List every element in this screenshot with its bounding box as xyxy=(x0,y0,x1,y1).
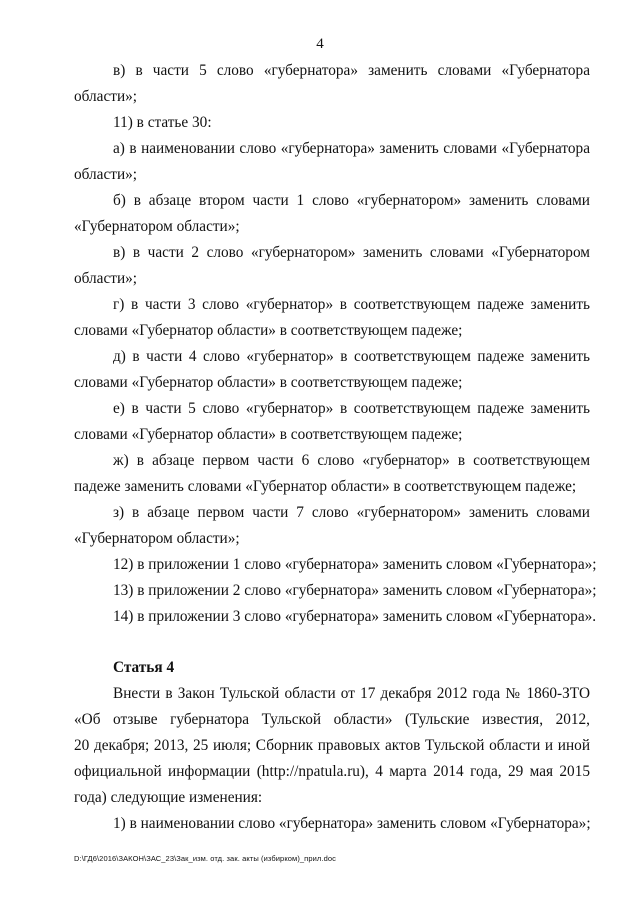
text-line: г) в части 3 слово «губернатор» в соответствующем падеже заменить xyxy=(113,296,590,313)
text-line: а) в наименовании слово «губернатора» заменить словами «Губернатора xyxy=(113,140,590,157)
text-line: 12) в приложении 1 слово «губернатора» заменить словом «Губернатора»; xyxy=(113,556,597,573)
text-line: 14) в приложении 3 слово «губернатора» заменить словом «Губернатора». xyxy=(113,608,597,625)
page-number: 4 xyxy=(316,36,324,52)
text-line: 1) в наименовании слово «губернатора» заменить словом «Губернатора»; xyxy=(113,815,591,832)
text-line: «Губернатором области»; xyxy=(74,218,240,235)
text-line: области»; xyxy=(74,166,138,183)
file-path-footer: D:\ГД6\2016\ЗАКОН\ЗАС_23\Зак_изм. отд. зак. акты (избирком)_прил.doc xyxy=(74,854,336,863)
text-line: д) в части 4 слово «губернатор» в соответствующем падеже заменить xyxy=(113,348,590,365)
text-line: Внести в Закон Тульской области от 17 декабря 2012 года № 1860-ЗТО xyxy=(113,685,590,702)
text-line: в) в части 2 слово «губернатором» заменить словами «Губернатором xyxy=(113,244,590,261)
text-line: «Об отзыве губернатора Тульской области» (Тульские известия, 2012, xyxy=(74,711,590,728)
text-line: в) в части 5 слово «губернатора» заменить словами «Губернатора xyxy=(113,62,590,79)
text-line: 20 декабря; 2013, 25 июля; Сборник правовых актов Тульской области и иной xyxy=(74,737,590,754)
text-line: словами «Губернатор области» в соответствующем падеже; xyxy=(74,374,463,391)
text-line: б) в абзаце втором части 1 слово «губернатором» заменить словами xyxy=(113,192,590,209)
text-line: области»; xyxy=(74,88,138,105)
text-line: ж) в абзаце первом части 6 слово «губернатор» в соответствующем xyxy=(113,452,590,469)
text-line: з) в абзаце первом части 7 слово «губернатором» заменить словами xyxy=(113,504,590,521)
text-line: области»; xyxy=(74,270,138,287)
text-line: 11) в статье 30: xyxy=(113,114,212,131)
text-line: е) в части 5 слово «губернатор» в соответствующем падеже заменить xyxy=(113,400,590,417)
text-line: словами «Губернатор области» в соответствующем падеже; xyxy=(74,426,463,443)
text-line: года) следующие изменения: xyxy=(74,789,263,806)
article-heading: Статья 4 xyxy=(113,659,175,676)
text-line: «Губернатором области»; xyxy=(74,530,240,547)
text-line: падеже заменить словами «Губернатор области» в соответствующем падеже; xyxy=(74,478,577,495)
text-line: 13) в приложении 2 слово «губернатора» заменить словом «Губернатора»; xyxy=(113,582,597,599)
text-line: официальной информации (http://npatula.ru), 4 марта 2014 года, 29 мая 2015 xyxy=(74,763,590,780)
text-line: словами «Губернатор области» в соответствующем падеже; xyxy=(74,322,463,339)
